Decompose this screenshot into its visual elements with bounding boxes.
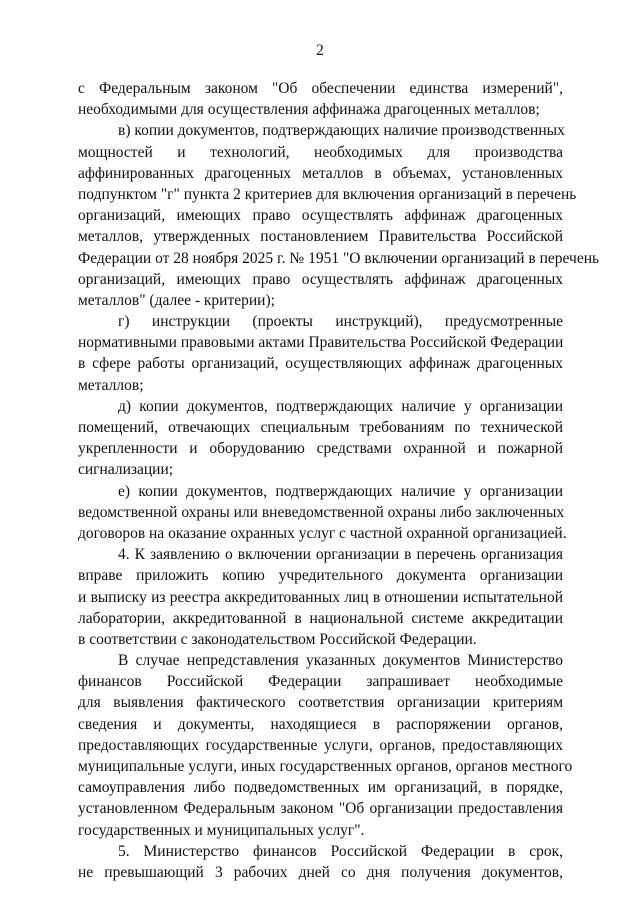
- text-line: ведомственной охраны или вневедомственной охраны либо заключенных: [78, 503, 565, 521]
- text-line: Федерации от 28 ноября 2025 г. № 1951 "О включении организаций в перечень: [78, 249, 600, 267]
- text-line: нормативными правовыми актами Правительства Российской Федерации: [78, 334, 564, 352]
- text-line: В случае непредставления указанных документов Министерство: [118, 652, 563, 670]
- text-line: лаборатории, аккредитованной в национальной системе аккредитации: [78, 609, 563, 627]
- text-line: сведения и документы, находящиеся в распоряжении органов,: [78, 715, 563, 733]
- text-line: металлов;: [78, 376, 144, 394]
- page-number: 2: [316, 42, 324, 59]
- text-line: аффинированных драгоценных металлов в объемах, установленных: [78, 164, 563, 182]
- text-line: договоров на оказание охранных услуг с частной охранной организацией.: [78, 524, 567, 542]
- text-line: подпунктом "г" пункта 2 критериев для включения организаций в перечень: [78, 185, 577, 203]
- text-line: предоставляющих государственные услуги, органов, предоставляющих: [78, 736, 563, 754]
- text-line: 5. Министерство финансов Российской Федерации в срок,: [118, 842, 563, 860]
- text-line: д) копии документов, подтверждающих наличие у организации: [118, 397, 563, 415]
- text-line: муниципальные услуги, иных государственных органов, органов местного: [78, 758, 573, 775]
- text-line: необходимыми для осуществления аффинажа драгоценных металлов;: [78, 101, 540, 119]
- text-line: е) копии документов, подтверждающих наличие у организации: [118, 482, 563, 500]
- text-line: укрепленности и оборудованию средствами охранной и пожарной: [78, 440, 563, 458]
- text-line: в) копии документов, подтверждающих наличие производственных: [118, 122, 565, 140]
- text-line: в соответствии с законодательством Российской Федерации.: [78, 630, 477, 648]
- text-line: г) инструкции (проекты инструкций), предусмотренные: [118, 313, 563, 331]
- text-line: с Федеральным законом "Об обеспечении единства измерений",: [78, 80, 563, 97]
- text-line: самоуправления либо подведомственных им организаций, в порядке,: [78, 779, 563, 797]
- text-line: не превышающий 3 рабочих дней со дня получения документов,: [78, 863, 563, 881]
- text-line: в сфере работы организаций, осуществляющих аффинаж драгоценных: [78, 355, 563, 373]
- text-line: металлов" (далее - критерии);: [78, 291, 275, 309]
- text-line: финансов Российской Федерации запрашивает необходимые: [78, 673, 563, 691]
- text-line: 4. К заявлению о включении организации в перечень организация: [118, 546, 563, 564]
- text-line: для выявления фактического соответствия организации критериям: [78, 694, 563, 712]
- text-line: государственных и муниципальных услуг".: [78, 821, 365, 839]
- document-body: [78, 78, 600, 883]
- text-line: организаций, имеющих право осуществлять аффинаж драгоценных: [78, 270, 563, 288]
- text-line: вправе приложить копию учредительного документа организации: [78, 567, 563, 585]
- text-line: организаций, имеющих право осуществлять аффинаж драгоценных: [78, 207, 563, 225]
- text-line: металлов, утвержденных постановлением Правительства Российской: [78, 228, 563, 246]
- text-line: сигнализации;: [78, 461, 174, 479]
- text-line: и выписку из реестра аккредитованных лиц в отношении испытательной: [78, 588, 563, 606]
- text-line: мощностей и технологий, необходимых для производства: [78, 143, 563, 161]
- text-line: помещений, отвечающих специальным требованиям по технической: [78, 419, 563, 436]
- text-line: установленном Федеральным законом "Об организации предоставления: [78, 800, 563, 818]
